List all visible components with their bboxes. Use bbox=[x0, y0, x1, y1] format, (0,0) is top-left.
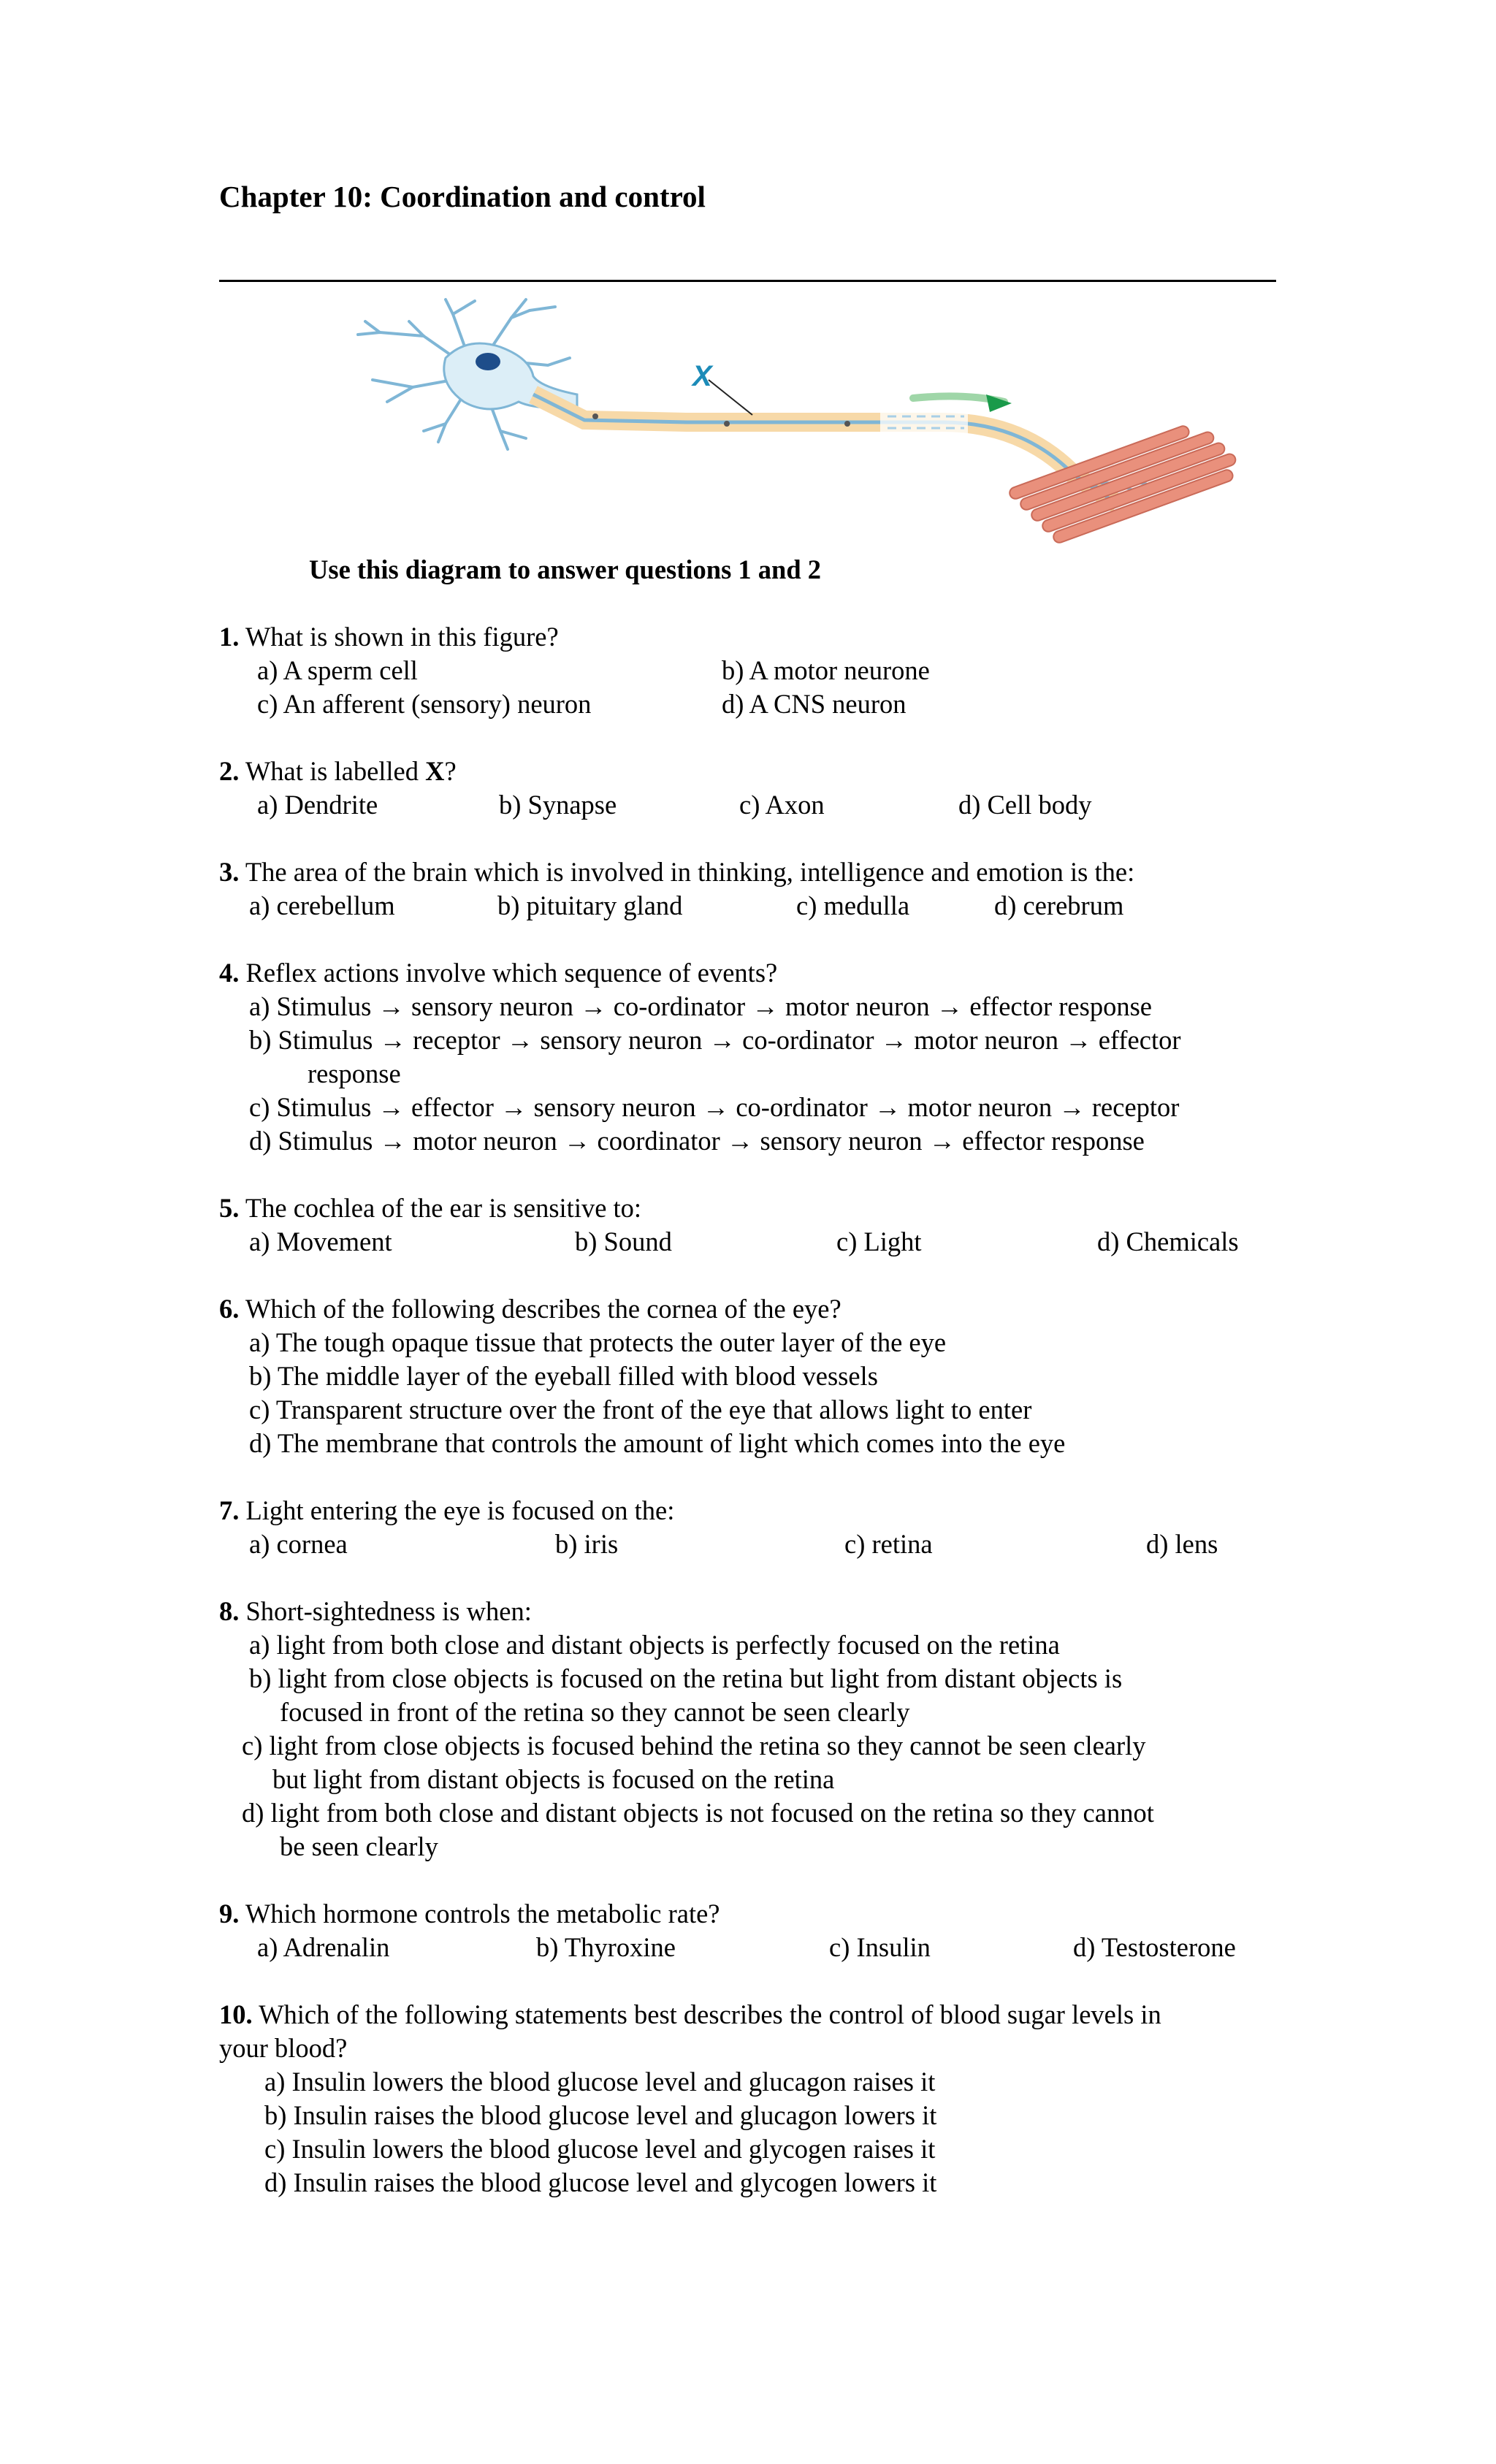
question-number: 4. bbox=[219, 958, 240, 988]
option-5a: a) Movement bbox=[249, 1227, 392, 1256]
option-6b: b) The middle layer of the eyeball filled with blood vessels bbox=[249, 1361, 878, 1391]
option-9c: c) Insulin bbox=[829, 1932, 931, 1962]
option-5d: d) Chemicals bbox=[1097, 1227, 1239, 1256]
option-1d: d) A CNS neuron bbox=[722, 689, 907, 719]
question-text: Reflex actions involve which sequence of events? bbox=[245, 958, 778, 988]
option-10a: a) Insulin lowers the blood glucose level and glucagon raises it bbox=[264, 2067, 936, 2097]
question-number: 5. bbox=[219, 1193, 240, 1223]
question-text: The area of the brain which is involved in thinking, intelligence and emotion is the: bbox=[245, 857, 1135, 887]
option-10c: c) Insulin lowers the blood glucose level and glycogen raises it bbox=[264, 2134, 936, 2164]
question-number: 6. bbox=[219, 1294, 240, 1324]
option-2c: c) Axon bbox=[739, 790, 825, 820]
option-7d: d) lens bbox=[1146, 1529, 1218, 1559]
option-3a: a) cerebellum bbox=[249, 890, 395, 920]
question-number: 8. bbox=[219, 1596, 240, 1626]
question-text: Short-sightedness is when: bbox=[245, 1596, 532, 1626]
option-4c: c) Stimulus → effector → sensory neuron → co-ordinator → motor neuron → receptor bbox=[249, 1092, 1180, 1122]
question-text: The cochlea of the ear is sensitive to: bbox=[245, 1193, 642, 1223]
question-1 bbox=[219, 624, 559, 651]
option-3b: b) pituitary gland bbox=[497, 890, 683, 920]
option-10d: d) Insulin raises the blood glucose level and glycogen lowers it bbox=[264, 2167, 937, 2197]
option-8d-cont: be seen clearly bbox=[280, 1831, 438, 1861]
option-5c: c) Light bbox=[836, 1227, 922, 1256]
neuron-diagram bbox=[343, 292, 1242, 555]
question-text: Which of the following describes the cornea of the eye? bbox=[245, 1294, 842, 1324]
label-x: X bbox=[692, 360, 712, 392]
question-3 bbox=[219, 859, 1134, 886]
question-6 bbox=[219, 1296, 842, 1323]
question-number: 7. bbox=[219, 1495, 240, 1525]
question-label-x: X bbox=[425, 756, 445, 786]
option-2b: b) Synapse bbox=[499, 790, 617, 820]
option-7c: c) retina bbox=[844, 1529, 933, 1559]
option-4d: d) Stimulus → motor neuron → coordinator → sensory neuron → effector response bbox=[249, 1126, 1145, 1156]
option-1c: c) An afferent (sensory) neuron bbox=[257, 689, 592, 719]
option-8b: b) light from close objects is focused on the retina but light from distant objects is bbox=[249, 1663, 1123, 1693]
option-9d: d) Testosterone bbox=[1073, 1932, 1236, 1962]
option-6c: c) Transparent structure over the front of the eye that allows light to enter bbox=[249, 1395, 1032, 1424]
figure-caption: Use this diagram to answer questions 1 and 2 bbox=[309, 554, 822, 584]
option-8c: c) light from close objects is focused behind the retina so they cannot be seen clearly bbox=[242, 1731, 1146, 1761]
question-number: 1. bbox=[219, 622, 240, 652]
question-10 bbox=[219, 1999, 1161, 2029]
question-number: 10. bbox=[219, 1999, 253, 2029]
option-1a: a) A sperm cell bbox=[257, 655, 418, 685]
question-2 bbox=[219, 758, 457, 785]
page-title: Chapter 10: Coordination and control bbox=[219, 180, 706, 213]
question-number: 3. bbox=[219, 857, 240, 887]
question-8 bbox=[219, 1598, 532, 1625]
question-text: Which of the following statements best describes the control of blood sugar levels in bbox=[259, 1999, 1161, 2029]
option-3d: d) cerebrum bbox=[994, 890, 1124, 920]
question-4 bbox=[219, 960, 777, 987]
option-4a: a) Stimulus → sensory neuron → co-ordinator → motor neuron → effector response bbox=[249, 991, 1152, 1021]
option-9a: a) Adrenalin bbox=[257, 1932, 390, 1962]
option-5b: b) Sound bbox=[575, 1227, 672, 1256]
option-7a: a) cornea bbox=[249, 1529, 348, 1559]
option-6a: a) The tough opaque tissue that protects the outer layer of the eye bbox=[249, 1327, 947, 1357]
label-x-pointer bbox=[709, 380, 752, 415]
option-2a: a) Dendrite bbox=[257, 790, 378, 820]
question-text-end: ? bbox=[444, 756, 457, 786]
option-8a: a) light from both close and distant objects is perfectly focused on the retina bbox=[249, 1630, 1060, 1660]
option-3c: c) medulla bbox=[796, 890, 910, 920]
nucleus bbox=[476, 353, 500, 370]
question-number: 2. bbox=[219, 756, 240, 786]
question-text: Light entering the eye is focused on the: bbox=[245, 1495, 675, 1525]
question-5 bbox=[219, 1195, 641, 1222]
option-4b-cont: response bbox=[308, 1059, 401, 1088]
option-10b: b) Insulin raises the blood glucose level and glucagon lowers it bbox=[264, 2100, 937, 2130]
option-7b: b) iris bbox=[555, 1529, 619, 1559]
option-8d: d) light from both close and distant objects is not focused on the retina so they cannot bbox=[242, 1798, 1154, 1828]
option-9b: b) Thyroxine bbox=[536, 1932, 676, 1962]
option-8b-cont: focused in front of the retina so they cannot be seen clearly bbox=[280, 1697, 910, 1727]
option-2d: d) Cell body bbox=[958, 790, 1092, 820]
question-9 bbox=[219, 1901, 720, 1928]
option-1b: b) A motor neurone bbox=[722, 655, 930, 685]
question-10-cont: your blood? bbox=[219, 2033, 348, 2063]
option-8c-cont: but light from distant objects is focused on the retina bbox=[272, 1764, 835, 1794]
question-text: What is shown in this figure? bbox=[245, 622, 559, 652]
option-6d: d) The membrane that controls the amount of light which comes into the eye bbox=[249, 1428, 1066, 1458]
question-number: 9. bbox=[219, 1899, 240, 1929]
question-text: What is labelled bbox=[245, 756, 426, 786]
title-divider bbox=[219, 280, 1276, 282]
question-text: Which hormone controls the metabolic rate? bbox=[245, 1899, 720, 1929]
question-7 bbox=[219, 1495, 675, 1525]
option-4b: b) Stimulus → receptor → sensory neuron → co-ordinator → motor neuron → effector bbox=[249, 1025, 1181, 1055]
